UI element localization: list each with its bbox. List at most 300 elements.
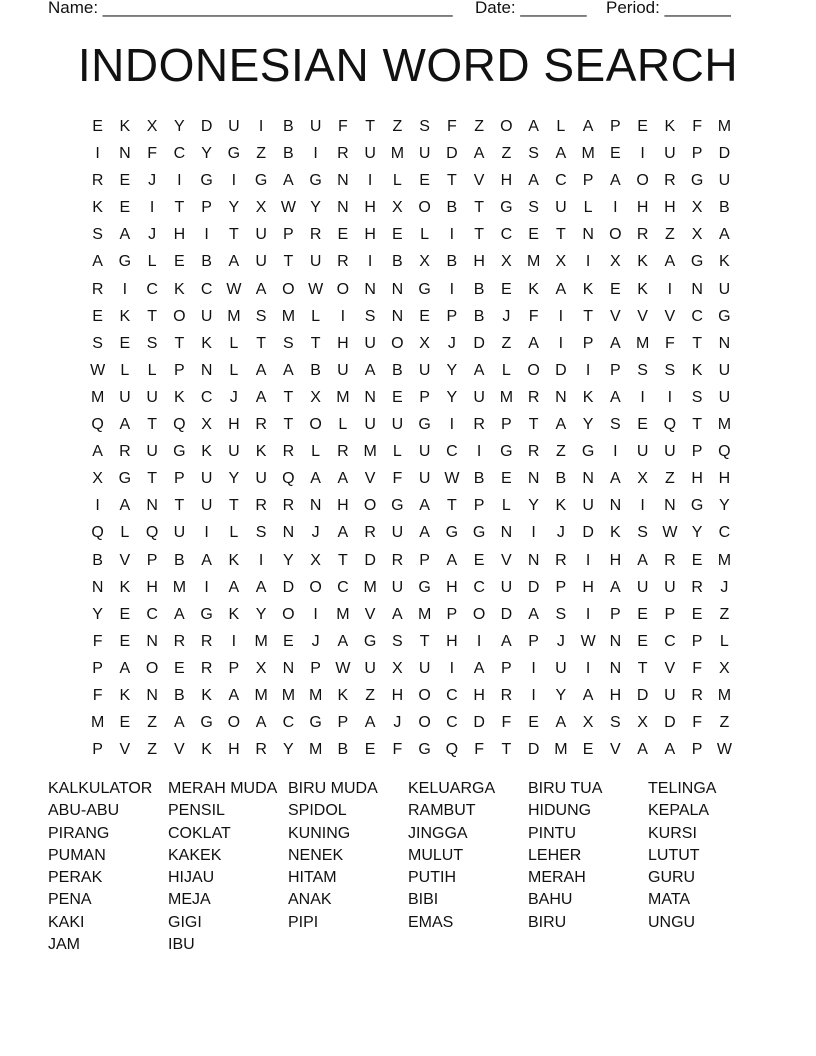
grid-letter[interactable]: P: [228, 659, 240, 677]
grid-letter[interactable]: H: [473, 253, 485, 271]
grid-letter[interactable]: H: [364, 199, 376, 217]
grid-letter[interactable]: H: [228, 416, 240, 434]
grid-letter[interactable]: Y: [446, 361, 458, 379]
grid-letter[interactable]: V: [119, 551, 131, 569]
grid-letter[interactable]: J: [556, 632, 565, 650]
name-field[interactable]: Name: _____________________________________: [48, 0, 453, 17]
grid-letter[interactable]: F: [337, 118, 348, 135]
grid-letter[interactable]: G: [418, 578, 431, 596]
grid-letter[interactable]: U: [418, 443, 431, 461]
grid-letter[interactable]: A: [528, 605, 539, 623]
grid-letter[interactable]: K: [92, 199, 103, 217]
grid-letter[interactable]: L: [501, 497, 511, 515]
grid-letter[interactable]: Y: [719, 497, 730, 515]
grid-letter[interactable]: Q: [718, 443, 731, 461]
grid-letter[interactable]: X: [637, 470, 648, 488]
grid-letter[interactable]: N: [582, 470, 594, 488]
grid-letter[interactable]: S: [691, 388, 703, 406]
grid-letter[interactable]: U: [200, 497, 213, 515]
grid-letter[interactable]: J: [720, 578, 729, 596]
grid-letter[interactable]: I: [449, 226, 455, 244]
grid-letter[interactable]: C: [282, 714, 295, 732]
grid-letter[interactable]: I: [149, 199, 155, 217]
grid-letter[interactable]: I: [95, 145, 100, 163]
grid-letter[interactable]: P: [473, 497, 485, 515]
grid-letter[interactable]: K: [255, 443, 267, 461]
grid-letter[interactable]: K: [719, 253, 730, 271]
grid-letter[interactable]: X: [255, 199, 267, 217]
grid-letter[interactable]: K: [637, 280, 648, 298]
grid-letter[interactable]: J: [447, 334, 456, 352]
grid-letter[interactable]: M: [635, 334, 650, 352]
grid-letter[interactable]: M: [526, 253, 541, 271]
grid-letter[interactable]: U: [200, 470, 213, 488]
grid-letter[interactable]: Q: [173, 416, 186, 434]
grid-letter[interactable]: U: [228, 443, 240, 461]
grid-letter[interactable]: K: [201, 686, 212, 704]
grid-letter[interactable]: B: [283, 145, 294, 163]
grid-letter[interactable]: T: [228, 497, 239, 515]
grid-letter[interactable]: O: [500, 118, 513, 135]
grid-letter[interactable]: K: [119, 307, 131, 325]
grid-letter[interactable]: N: [555, 388, 567, 406]
grid-letter[interactable]: O: [636, 172, 649, 190]
grid-letter[interactable]: D: [582, 524, 594, 542]
grid-letter[interactable]: G: [363, 632, 377, 650]
grid-letter[interactable]: I: [558, 307, 564, 325]
grid-letter[interactable]: X: [419, 334, 430, 352]
grid-letter[interactable]: U: [146, 388, 158, 406]
grid-letter[interactable]: A: [228, 578, 240, 596]
grid-letter[interactable]: H: [473, 686, 485, 704]
grid-letter[interactable]: N: [200, 361, 213, 379]
grid-letter[interactable]: E: [419, 172, 430, 190]
grid-letter[interactable]: A: [473, 145, 485, 163]
grid-letter[interactable]: A: [637, 551, 648, 569]
grid-letter[interactable]: K: [691, 361, 703, 379]
grid-letter[interactable]: U: [418, 145, 431, 163]
grid-letter[interactable]: K: [174, 280, 185, 298]
grid-letter[interactable]: E: [119, 199, 131, 217]
grid-letter[interactable]: D: [527, 741, 540, 759]
grid-letter[interactable]: P: [174, 361, 185, 379]
grid-letter[interactable]: L: [392, 172, 402, 190]
grid-letter[interactable]: I: [585, 605, 591, 623]
grid-letter[interactable]: S: [92, 226, 103, 244]
grid-letter[interactable]: A: [174, 605, 185, 623]
grid-letter[interactable]: D: [473, 334, 485, 352]
grid-letter[interactable]: L: [147, 361, 157, 379]
grid-letter[interactable]: N: [500, 524, 513, 542]
grid-letter[interactable]: A: [228, 686, 240, 704]
grid-letter[interactable]: D: [527, 578, 540, 596]
grid-letter[interactable]: P: [92, 741, 103, 759]
grid-letter[interactable]: X: [691, 226, 703, 244]
grid-letter[interactable]: H: [664, 199, 676, 217]
grid-letter[interactable]: N: [282, 524, 295, 542]
grid-letter[interactable]: T: [692, 416, 703, 434]
grid-letter[interactable]: P: [691, 632, 703, 650]
grid-letter[interactable]: D: [555, 361, 567, 379]
grid-letter[interactable]: P: [501, 659, 512, 677]
grid-letter[interactable]: N: [609, 632, 622, 650]
grid-letter[interactable]: K: [610, 524, 621, 542]
grid-letter[interactable]: R: [337, 443, 349, 461]
grid-letter[interactable]: T: [474, 199, 485, 217]
grid-letter[interactable]: E: [637, 632, 648, 650]
grid-letter[interactable]: U: [664, 145, 676, 163]
grid-letter[interactable]: M: [254, 686, 268, 704]
grid-letter[interactable]: U: [718, 280, 731, 298]
grid-letter[interactable]: V: [664, 659, 676, 677]
grid-letter[interactable]: G: [472, 524, 486, 542]
grid-letter[interactable]: B: [446, 199, 458, 217]
grid-letter[interactable]: I: [313, 145, 318, 163]
grid-letter[interactable]: I: [367, 172, 373, 190]
grid-letter[interactable]: G: [200, 714, 213, 732]
grid-letter[interactable]: B: [174, 551, 185, 569]
grid-letter[interactable]: A: [364, 361, 376, 379]
grid-letter[interactable]: O: [145, 659, 159, 677]
grid-letter[interactable]: E: [528, 714, 539, 732]
grid-letter[interactable]: I: [531, 686, 536, 704]
grid-letter[interactable]: J: [311, 632, 320, 650]
grid-letter[interactable]: C: [446, 443, 458, 461]
grid-letter[interactable]: L: [229, 524, 239, 542]
grid-letter[interactable]: E: [610, 280, 621, 298]
grid-letter[interactable]: V: [501, 551, 512, 569]
grid-letter[interactable]: L: [719, 632, 729, 650]
grid-letter[interactable]: M: [281, 307, 296, 325]
grid-letter[interactable]: B: [310, 361, 321, 379]
grid-letter[interactable]: E: [637, 118, 648, 135]
grid-letter[interactable]: E: [501, 470, 512, 488]
grid-letter[interactable]: A: [310, 470, 321, 488]
grid-letter[interactable]: G: [500, 199, 513, 217]
grid-letter[interactable]: I: [640, 497, 645, 515]
grid-letter[interactable]: W: [444, 470, 460, 488]
grid-letter[interactable]: A: [582, 118, 594, 135]
grid-letter[interactable]: A: [419, 497, 430, 515]
grid-letter[interactable]: U: [555, 199, 567, 217]
grid-letter[interactable]: F: [92, 686, 103, 704]
grid-letter[interactable]: A: [501, 632, 512, 650]
grid-letter[interactable]: H: [636, 199, 649, 217]
grid-letter[interactable]: Y: [283, 741, 294, 759]
grid-letter[interactable]: C: [446, 686, 458, 704]
grid-letter[interactable]: B: [473, 470, 485, 488]
grid-letter[interactable]: U: [337, 361, 349, 379]
grid-letter[interactable]: H: [691, 470, 703, 488]
grid-letter[interactable]: P: [582, 334, 594, 352]
grid-letter[interactable]: B: [473, 307, 485, 325]
grid-letter[interactable]: G: [118, 470, 132, 488]
grid-letter[interactable]: K: [119, 686, 131, 704]
grid-letter[interactable]: C: [337, 578, 349, 596]
grid-letter[interactable]: W: [662, 524, 678, 542]
grid-letter[interactable]: A: [664, 741, 676, 759]
grid-letter[interactable]: R: [200, 659, 213, 677]
grid-letter[interactable]: P: [174, 470, 185, 488]
grid-letter[interactable]: E: [610, 145, 621, 163]
grid-letter[interactable]: Q: [91, 416, 104, 434]
date-field[interactable]: Date: _______: [475, 0, 587, 17]
grid-letter[interactable]: N: [391, 280, 404, 298]
grid-letter[interactable]: U: [718, 388, 731, 406]
grid-letter[interactable]: R: [664, 172, 676, 190]
grid-letter[interactable]: I: [367, 253, 373, 271]
grid-letter[interactable]: E: [174, 253, 185, 271]
grid-letter[interactable]: R: [91, 172, 104, 190]
grid-letter[interactable]: X: [310, 551, 321, 569]
grid-letter[interactable]: P: [310, 659, 321, 677]
grid-letter[interactable]: N: [391, 307, 404, 325]
grid-letter[interactable]: W: [580, 632, 596, 650]
grid-letter[interactable]: A: [255, 578, 267, 596]
grid-letter[interactable]: S: [392, 632, 403, 650]
grid-letter[interactable]: S: [637, 524, 648, 542]
grid-letter[interactable]: O: [309, 416, 322, 434]
grid-letter[interactable]: E: [119, 714, 131, 732]
grid-letter[interactable]: R: [337, 253, 349, 271]
grid-letter[interactable]: V: [364, 605, 376, 623]
grid-letter[interactable]: E: [473, 551, 485, 569]
grid-letter[interactable]: S: [283, 334, 294, 352]
grid-letter[interactable]: G: [309, 172, 322, 190]
grid-letter[interactable]: K: [555, 497, 567, 515]
grid-letter[interactable]: A: [610, 334, 621, 352]
grid-letter[interactable]: V: [473, 172, 485, 190]
grid-letter[interactable]: L: [392, 443, 402, 461]
grid-letter[interactable]: O: [472, 605, 486, 623]
grid-letter[interactable]: K: [582, 280, 594, 298]
grid-letter[interactable]: G: [445, 524, 459, 542]
grid-letter[interactable]: L: [229, 334, 239, 352]
grid-letter[interactable]: K: [337, 686, 349, 704]
grid-letter[interactable]: J: [148, 172, 157, 190]
grid-letter[interactable]: M: [417, 605, 432, 623]
grid-letter[interactable]: V: [364, 470, 376, 488]
grid-letter[interactable]: L: [338, 416, 348, 434]
grid-letter[interactable]: T: [283, 253, 294, 271]
grid-letter[interactable]: M: [172, 578, 187, 596]
grid-letter[interactable]: E: [637, 416, 648, 434]
grid-letter[interactable]: H: [391, 686, 404, 704]
grid-letter[interactable]: C: [200, 388, 213, 406]
grid-letter[interactable]: Y: [555, 686, 567, 704]
grid-letter[interactable]: E: [174, 659, 185, 677]
grid-letter[interactable]: D: [364, 551, 376, 569]
grid-letter[interactable]: F: [446, 118, 457, 135]
grid-letter[interactable]: T: [528, 416, 539, 434]
grid-letter[interactable]: P: [446, 605, 458, 623]
grid-letter[interactable]: X: [255, 659, 267, 677]
grid-letter[interactable]: W: [716, 741, 732, 759]
grid-letter[interactable]: U: [255, 470, 267, 488]
grid-letter[interactable]: U: [636, 443, 649, 461]
grid-letter[interactable]: S: [610, 416, 621, 434]
grid-letter[interactable]: K: [201, 334, 212, 352]
grid-letter[interactable]: R: [636, 226, 649, 244]
grid-letter[interactable]: N: [364, 388, 376, 406]
grid-letter[interactable]: W: [280, 199, 296, 217]
grid-letter[interactable]: U: [255, 253, 267, 271]
grid-letter[interactable]: A: [555, 416, 567, 434]
grid-letter[interactable]: A: [255, 714, 267, 732]
grid-letter[interactable]: I: [613, 199, 618, 217]
grid-letter[interactable]: O: [418, 714, 431, 732]
grid-letter[interactable]: K: [637, 253, 648, 271]
grid-letter[interactable]: B: [201, 253, 212, 271]
grid-letter[interactable]: B: [555, 470, 567, 488]
grid-letter[interactable]: G: [718, 307, 731, 325]
grid-letter[interactable]: G: [418, 416, 431, 434]
grid-letter[interactable]: O: [609, 226, 622, 244]
grid-letter[interactable]: T: [174, 334, 185, 352]
grid-letter[interactable]: K: [119, 118, 131, 135]
grid-letter[interactable]: A: [610, 388, 621, 406]
grid-letter[interactable]: L: [420, 226, 430, 244]
grid-letter[interactable]: G: [418, 280, 431, 298]
grid-letter[interactable]: G: [227, 145, 241, 163]
grid-letter[interactable]: A: [92, 253, 103, 271]
grid-letter[interactable]: A: [392, 605, 403, 623]
grid-letter[interactable]: I: [258, 551, 264, 569]
grid-letter[interactable]: T: [474, 226, 485, 244]
grid-letter[interactable]: B: [719, 199, 730, 217]
grid-letter[interactable]: F: [501, 714, 512, 732]
grid-letter[interactable]: G: [200, 172, 213, 190]
grid-letter[interactable]: I: [313, 605, 318, 623]
grid-letter[interactable]: E: [364, 741, 376, 759]
grid-letter[interactable]: C: [146, 280, 158, 298]
grid-letter[interactable]: E: [691, 551, 703, 569]
grid-letter[interactable]: S: [528, 199, 539, 217]
grid-letter[interactable]: G: [500, 443, 513, 461]
grid-letter[interactable]: I: [613, 443, 618, 461]
grid-letter[interactable]: N: [609, 659, 622, 677]
grid-letter[interactable]: H: [609, 551, 622, 569]
grid-letter[interactable]: A: [255, 280, 267, 298]
grid-letter[interactable]: N: [282, 659, 295, 677]
grid-letter[interactable]: U: [119, 388, 131, 406]
grid-letter[interactable]: S: [610, 714, 621, 732]
grid-letter[interactable]: M: [717, 686, 732, 704]
grid-letter[interactable]: A: [92, 443, 103, 461]
grid-letter[interactable]: A: [555, 145, 567, 163]
grid-letter[interactable]: V: [664, 307, 676, 325]
grid-letter[interactable]: E: [501, 280, 512, 298]
grid-letter[interactable]: G: [200, 605, 213, 623]
grid-letter[interactable]: N: [718, 334, 731, 352]
grid-letter[interactable]: P: [610, 361, 621, 379]
grid-letter[interactable]: B: [283, 118, 294, 135]
grid-letter[interactable]: E: [92, 307, 103, 325]
grid-letter[interactable]: R: [91, 280, 104, 298]
grid-letter[interactable]: H: [446, 632, 458, 650]
grid-letter[interactable]: T: [283, 416, 294, 434]
grid-letter[interactable]: C: [200, 280, 213, 298]
grid-letter[interactable]: V: [610, 741, 621, 759]
grid-letter[interactable]: H: [173, 226, 186, 244]
grid-letter[interactable]: A: [610, 172, 621, 190]
grid-letter[interactable]: I: [558, 334, 564, 352]
grid-letter[interactable]: P: [501, 416, 512, 434]
grid-letter[interactable]: P: [419, 551, 430, 569]
grid-letter[interactable]: D: [500, 605, 513, 623]
grid-letter[interactable]: E: [119, 172, 131, 190]
grid-letter[interactable]: U: [309, 118, 322, 135]
grid-letter[interactable]: U: [718, 361, 731, 379]
grid-letter[interactable]: C: [146, 605, 158, 623]
grid-letter[interactable]: O: [282, 605, 295, 623]
grid-letter[interactable]: P: [337, 714, 349, 732]
grid-letter[interactable]: I: [585, 253, 591, 271]
grid-letter[interactable]: L: [556, 118, 566, 135]
grid-letter[interactable]: I: [204, 578, 209, 596]
grid-letter[interactable]: U: [718, 172, 731, 190]
grid-letter[interactable]: X: [92, 470, 103, 488]
grid-letter[interactable]: B: [92, 551, 103, 569]
grid-letter[interactable]: R: [391, 551, 404, 569]
grid-letter[interactable]: B: [174, 686, 185, 704]
grid-letter[interactable]: U: [228, 118, 240, 135]
grid-letter[interactable]: J: [311, 524, 320, 542]
grid-letter[interactable]: P: [92, 659, 103, 677]
grid-letter[interactable]: T: [637, 659, 648, 677]
grid-letter[interactable]: A: [555, 280, 567, 298]
grid-letter[interactable]: R: [173, 632, 186, 650]
grid-letter[interactable]: M: [363, 578, 377, 596]
grid-letter[interactable]: G: [254, 172, 268, 190]
grid-letter[interactable]: N: [119, 145, 131, 163]
grid-letter[interactable]: A: [473, 659, 485, 677]
grid-letter[interactable]: E: [419, 307, 430, 325]
grid-letter[interactable]: K: [201, 741, 212, 759]
grid-letter[interactable]: A: [610, 470, 621, 488]
grid-letter[interactable]: W: [226, 280, 242, 298]
grid-letter[interactable]: Y: [174, 118, 185, 135]
grid-letter[interactable]: P: [201, 199, 212, 217]
grid-letter[interactable]: A: [119, 497, 131, 515]
grid-letter[interactable]: Y: [283, 551, 294, 569]
grid-letter[interactable]: Q: [445, 741, 459, 759]
grid-letter[interactable]: I: [449, 416, 455, 434]
grid-letter[interactable]: D: [718, 145, 731, 163]
grid-letter[interactable]: T: [310, 334, 321, 352]
grid-letter[interactable]: Y: [691, 524, 703, 542]
grid-letter[interactable]: S: [528, 145, 539, 163]
grid-letter[interactable]: E: [392, 388, 403, 406]
grid-letter[interactable]: S: [637, 361, 648, 379]
grid-letter[interactable]: A: [364, 714, 376, 732]
grid-letter[interactable]: R: [691, 578, 703, 596]
grid-letter[interactable]: U: [200, 307, 213, 325]
grid-letter[interactable]: B: [473, 280, 485, 298]
grid-letter[interactable]: U: [364, 659, 376, 677]
grid-letter[interactable]: X: [610, 253, 621, 271]
grid-letter[interactable]: H: [337, 334, 349, 352]
grid-letter[interactable]: I: [340, 307, 346, 325]
grid-letter[interactable]: R: [282, 443, 295, 461]
grid-letter[interactable]: Y: [201, 145, 212, 163]
grid-letter[interactable]: U: [664, 686, 676, 704]
grid-letter[interactable]: I: [667, 280, 673, 298]
grid-letter[interactable]: T: [174, 497, 185, 515]
grid-letter[interactable]: U: [664, 578, 676, 596]
grid-letter[interactable]: T: [337, 551, 348, 569]
grid-letter[interactable]: Y: [310, 199, 321, 217]
